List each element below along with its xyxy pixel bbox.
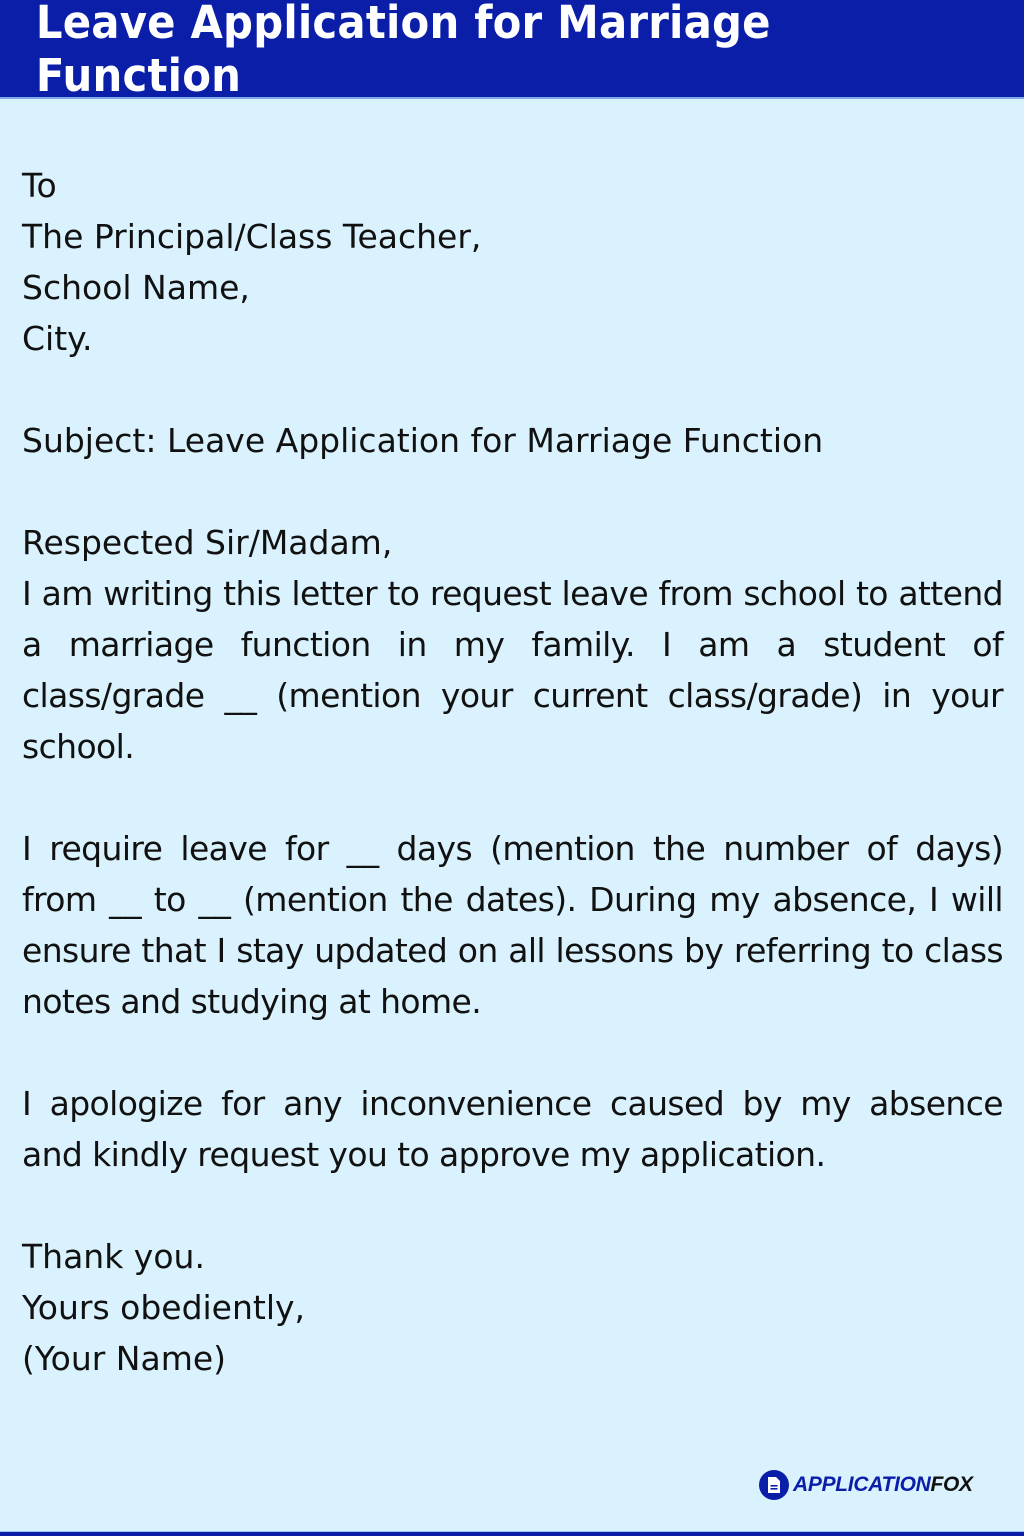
closing-line: Thank you. [22,1237,205,1276]
salutation: Respected Sir/Madam, [22,523,393,562]
address-line: The Principal/Class Teacher, [22,217,482,256]
applicationfox-logo [759,1470,973,1500]
document-icon [759,1470,789,1500]
closing-line: Yours obediently, [22,1288,306,1327]
letter-body [22,160,1003,1384]
address-line: School Name, [22,268,250,307]
closing-line: (Your Name) [22,1339,227,1378]
logo-text-fox: FOX [930,1473,973,1496]
paragraph-intro: I am writing this letter to request leave from school to attend a marriage function in my family. I am a student of class/grade __ (mention your current class/grade) in your school. [22,574,1003,766]
address-line: To [22,166,57,205]
subject-line: Subject: Leave Application for Marriage Function [22,421,824,460]
closing-block [22,1231,1003,1384]
header-banner [0,0,1024,102]
address-line: City. [22,319,93,358]
paragraph-dates: I require leave for __ days (mention the number of days) from __ to __ (mention the dates). During my absence, I will ensure that I stay updated on all lessons by referring to class notes and studying at home. [22,829,1003,1021]
logo-text-application: APPLICATION [793,1473,931,1496]
footer-bar [0,1531,1024,1536]
address-block [22,160,1003,364]
paragraph-apology: I apologize for any inconvenience caused by my absence and kindly request you to approve my application. [22,1084,1003,1174]
page-title: Leave Application for Marriage Function [35,0,771,102]
